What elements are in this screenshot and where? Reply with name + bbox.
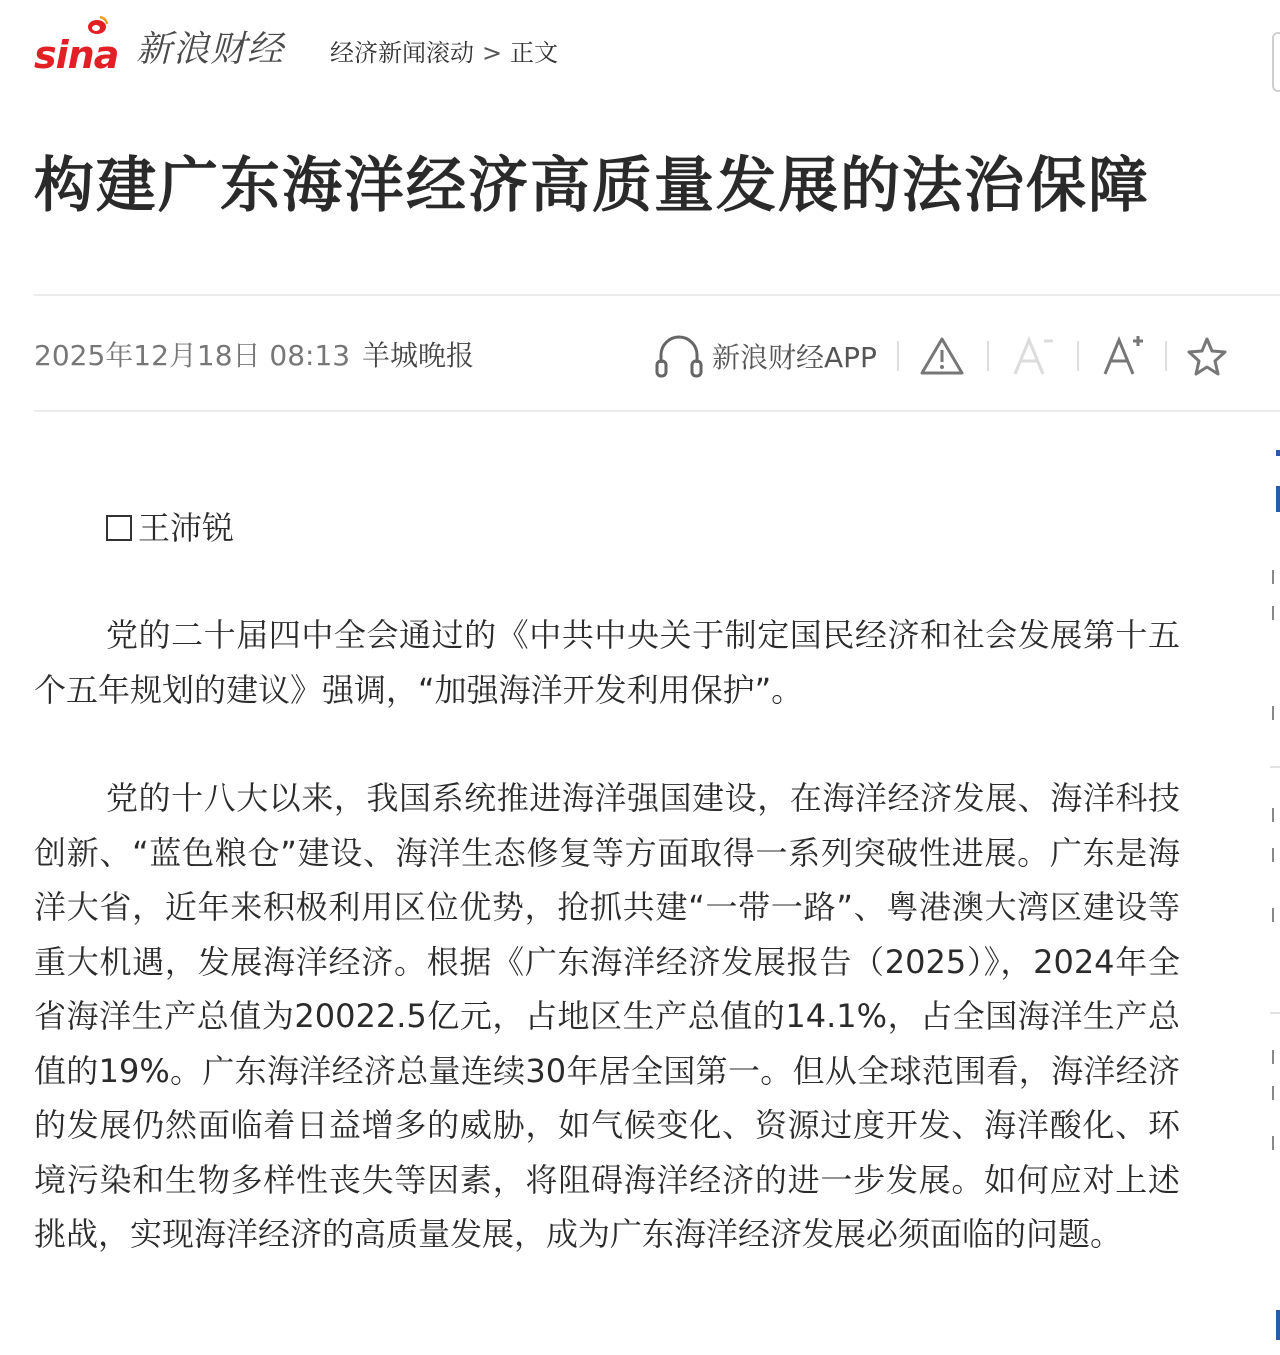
meta-divider bbox=[34, 410, 1280, 412]
sidebar-text-fragment bbox=[1272, 570, 1280, 584]
brand-name[interactable]: 新浪财经 bbox=[136, 29, 285, 70]
toolbar-divider bbox=[1077, 341, 1079, 371]
right-sidebar-edge bbox=[1262, 440, 1280, 1355]
side-panel-tab[interactable] bbox=[1272, 32, 1280, 92]
sina-logo[interactable] bbox=[34, 14, 134, 80]
article-title: 构建广东海洋经济高质量发展的法治保障 bbox=[34, 151, 1150, 221]
article-paragraph: 党的二十届四中全会通过的《中共中央关于制定国民经济和社会发展第十五个五年规划的建议》强调，“加强海洋开发利用保护”。 bbox=[34, 616, 1180, 709]
toolbar-divider bbox=[897, 341, 899, 371]
article-body bbox=[34, 500, 1180, 1262]
sidebar-divider bbox=[1270, 1012, 1280, 1014]
author-box-icon bbox=[106, 515, 132, 541]
article-author bbox=[106, 500, 1180, 556]
breadcrumb-separator: > bbox=[482, 39, 503, 67]
article-paragraph: 党的十八大以来，我国系统推进海洋强国建设，在海洋经济发展、海洋科技创新、“蓝色粮仓”建设、海洋生态修复等方面取得一系列突破性进展。广东是海洋大省，近年来积极利用区位优势，抢抓共建“一带一路”、粤港澳大湾区建设等重大机遇，发展海洋经济。根据《广东海洋经济发展报告（2025）》，2024年全省海洋生产总值为20022.5亿元，占地区生产总值的14.1%，占全国海洋生产总值的19%。广东海洋经济总量连续30年居全国第一。但从全球范围看，海洋经济的发展仍然面临着日益增多的威胁，如气候变化、资源过度开发、海洋酸化、环境污染和生物多样性丧失等因素，将阻碍海洋经济的进一步发展。如何应对上述挑战，实现海洋经济的高质量发展，成为广东海洋经济发展必须面临的问题。 bbox=[34, 779, 1180, 1253]
sidebar-text-fragment bbox=[1272, 606, 1280, 620]
sidebar-text-fragment bbox=[1272, 808, 1280, 822]
title-divider bbox=[34, 294, 1280, 296]
sidebar-accent bbox=[1276, 486, 1280, 512]
article-source[interactable]: 羊城晚报 bbox=[362, 339, 475, 372]
sidebar-text-fragment bbox=[1272, 908, 1280, 922]
sina-app-link[interactable] bbox=[654, 328, 877, 384]
article-toolbar bbox=[654, 328, 1227, 384]
breadcrumb-section[interactable]: 经济新闻滚动 bbox=[330, 39, 474, 67]
sidebar-divider bbox=[1270, 766, 1280, 768]
breadcrumb bbox=[330, 36, 558, 70]
sidebar-text-fragment bbox=[1272, 706, 1280, 720]
site-header bbox=[0, 0, 1280, 100]
toolbar-divider bbox=[1165, 341, 1167, 371]
breadcrumb-current: 正文 bbox=[510, 39, 559, 67]
toolbar-divider bbox=[987, 341, 989, 371]
sina-app-label: 新浪财经APP bbox=[712, 341, 877, 374]
author-name: 王沛锐 bbox=[138, 509, 235, 547]
publish-date: 2025年12月18日 08:13 bbox=[34, 339, 351, 372]
sidebar-text-fragment bbox=[1272, 1050, 1280, 1064]
article-meta bbox=[34, 320, 1280, 390]
sidebar-text-fragment bbox=[1272, 1136, 1280, 1150]
font-decrease-icon[interactable] bbox=[1011, 328, 1055, 384]
sidebar-accent bbox=[1276, 1310, 1280, 1340]
sidebar-accent bbox=[1276, 450, 1280, 456]
star-icon[interactable] bbox=[1187, 328, 1227, 384]
sidebar-text-fragment bbox=[1272, 848, 1280, 862]
headphones-icon bbox=[654, 333, 704, 379]
sidebar-text-fragment bbox=[1272, 1086, 1280, 1100]
sina-wordmark: sina bbox=[34, 33, 119, 77]
warning-icon[interactable] bbox=[919, 328, 965, 384]
font-increase-icon[interactable] bbox=[1101, 328, 1145, 384]
